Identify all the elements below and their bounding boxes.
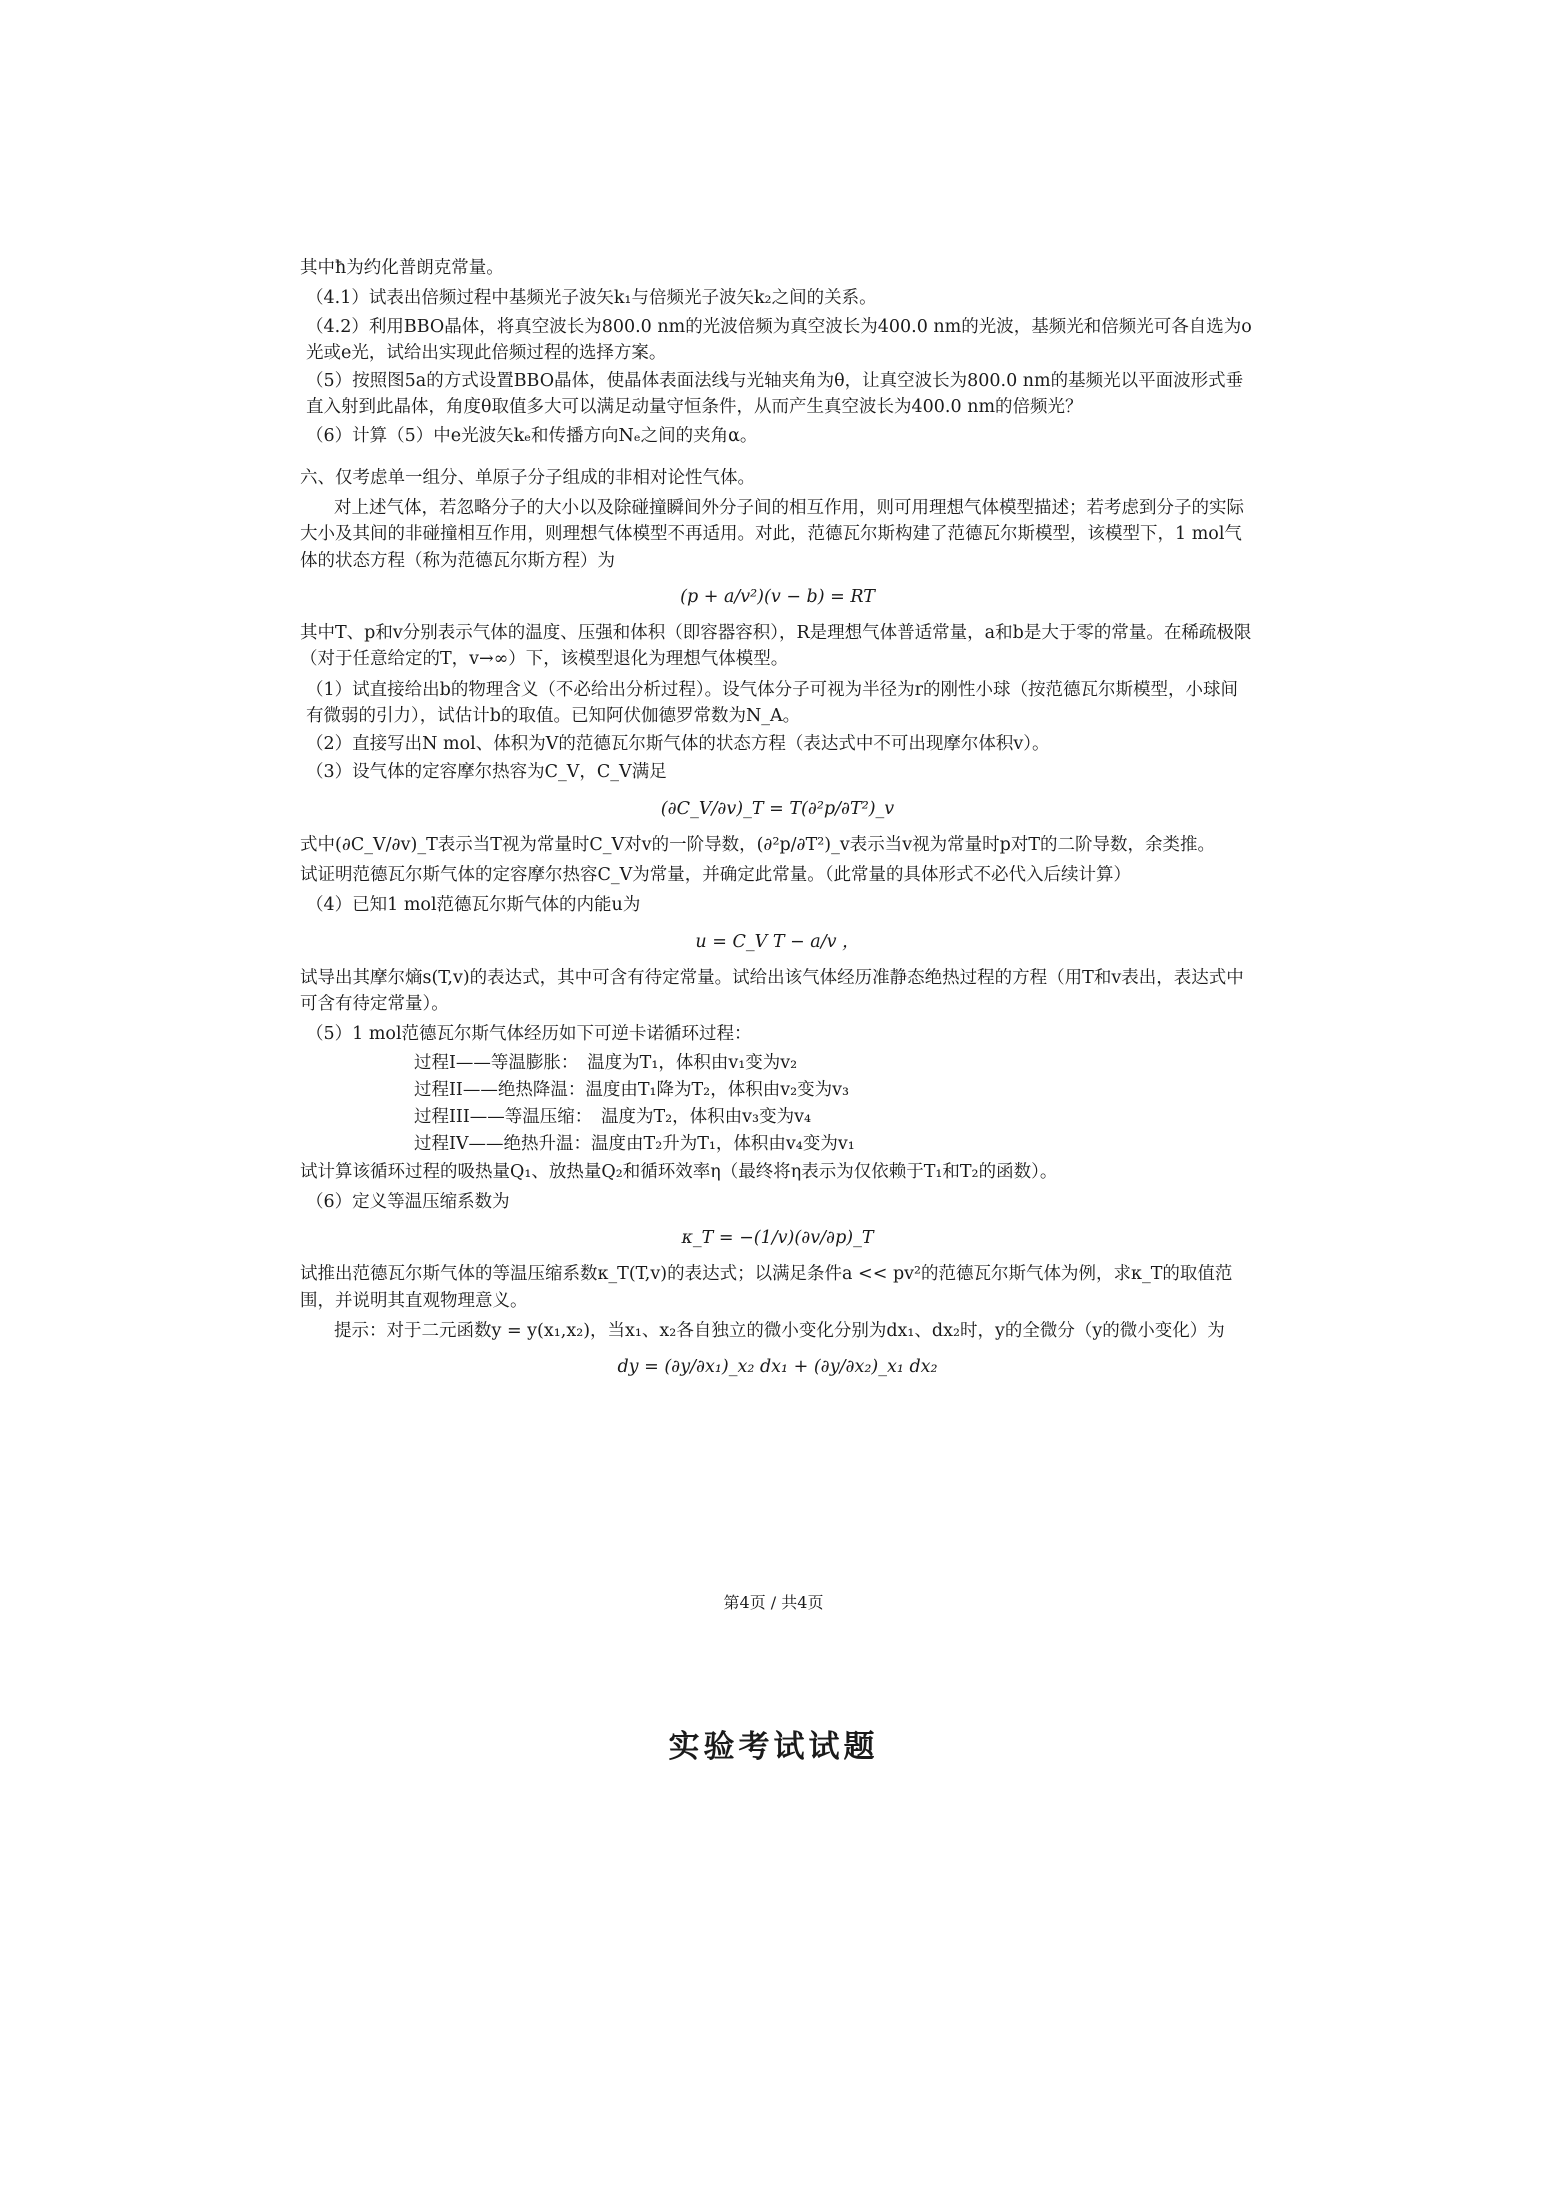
section-6-heading: 六、仅考虑单一组分、单原子分子组成的非相对论性气体。 [300, 467, 755, 488]
exam-page-body [300, 255, 1255, 1390]
equation-van-der-waals: (p + a/v²)(v − b) = RT [680, 586, 875, 607]
question-6-6-task: 试推出范德瓦尔斯气体的等温压缩系数κ_T(T,v)的表达式；以满足条件a << pv²的范德瓦尔斯气体为例，求κ_T的取值范围，并说明其直观物理意义。 [300, 1264, 1233, 1311]
question-6-3-note: 式中(∂C_V/∂v)_T表示当T视为常量时C_V对v的一阶导数，(∂²p/∂T²)_v表示当v视为常量时p对T的二阶导数，余类推。 [300, 834, 1216, 855]
question-6-5: （5）1 mol范德瓦尔斯气体经历如下可逆卡诺循环过程： [306, 1024, 752, 1045]
question-4-2: （4.2）利用BBO晶体，将真空波长为800.0 nm的光波倍频为真空波长为400.0 nm的光波，基频光和倍频光可各自选为o光或e光，试给出实现此倍频过程的选择方案。 [306, 316, 1252, 363]
question-6-2: （2）直接写出N mol、体积为V的范德瓦尔斯气体的状态方程（表达式中不可出现摩尔体积v）。 [306, 734, 1050, 754]
question-6-4: （4）已知1 mol范德瓦尔斯气体的内能u为 [306, 895, 641, 916]
next-section-title: 实验考试试题 [668, 1729, 879, 1765]
question-6-3: （3）设气体的定容摩尔热容为C_V，C_V满足 [306, 762, 667, 783]
carnot-step: 过程I——等温膨胀： 温度为T₁，体积由v₁变为v₂ [414, 1052, 798, 1073]
equation-compressibility: κ_T = −(1/v)(∂v/∂p)_T [681, 1228, 874, 1248]
page-footer: 第4页 / 共4页 [723, 1593, 824, 1612]
question-4-1: （4.1）试表出倍频过程中基频光子波矢k₁与倍频光子波矢k₂之间的关系。 [306, 288, 877, 309]
equation-total-differential: dy = (∂y/∂x₁)_x₂ dx₁ + (∂y/∂x₂)_x₁ dx₂ [617, 1357, 938, 1377]
carnot-step: 过程II——绝热降温：温度由T₁降为T₂，体积由v₂变为v₃ [414, 1079, 850, 1100]
carnot-step: 过程IV——绝热升温：温度由T₂升为T₁，体积由v₄变为v₁ [414, 1134, 855, 1155]
equation-internal-energy: u = C_V T − a/v ， [695, 931, 860, 952]
question-5: （5）按照图5a的方式设置BBO晶体，使晶体表面法线与光轴夹角为θ，让真空波长为800.0 nm的基频光以平面波形式垂直入射到此晶体，角度θ取值多大可以满足动量守恒条件，从而产生真空波长为400.0 nm的倍频光？ [306, 371, 1244, 418]
question-6-6: （6）定义等温压缩系数为 [306, 1191, 510, 1212]
text-line: 其中ħ为约化普朗克常量。 [300, 258, 504, 278]
equation-cv: (∂C_V/∂v)_T = T(∂²p/∂T²)_v [660, 798, 895, 819]
question-6-1: （1）试直接给出b的物理含义（不必给出分析过程）。设气体分子可视为半径为r的刚性小球（按范德瓦尔斯模型，小球间有微弱的引力），试估计b的取值。已知阿伏伽德罗常数为N_A。 [306, 679, 1238, 726]
section-6-explanation: 其中T、p和v分别表示气体的温度、压强和体积（即容器容积），R是理想气体普适常量，a和b是大于零的常量。在稀疏极限（对于任意给定的T，v→∞）下，该模型退化为理想气体模型。 [300, 623, 1252, 670]
carnot-step: 过程III——等温压缩： 温度为T₂，体积由v₃变为v₄ [414, 1107, 811, 1127]
hint: 提示：对于二元函数y = y(x₁,x₂)，当x₁、x₂各自独立的微小变化分别为dx₁、dx₂时，y的全微分（y的微小变化）为 [334, 1320, 1225, 1341]
question-6-3-prove: 试证明范德瓦尔斯气体的定容摩尔热容C_V为常量，并确定此常量。（此常量的具体形式不必代入后续计算） [300, 865, 1132, 885]
question-6: （6）计算（5）中e光波矢kₑ和传播方向Nₑ之间的夹角α。 [306, 425, 758, 446]
carnot-steps [414, 1050, 1255, 1158]
section-6-intro: 对上述气体，若忽略分子的大小以及除碰撞瞬间外分子间的相互作用，则可用理想气体模型描述；若考虑到分子的实际大小及其间的非碰撞相互作用，则理想气体模型不再适用。对此，范德瓦尔斯构建了范德瓦尔斯模型，该模型下，1 mol气体的状态方程（称为范德瓦尔斯方程）为 [300, 498, 1244, 571]
question-6-4-task: 试导出其摩尔熵s(T,v)的表达式，其中可含有待定常量。试给出该气体经历准静态绝热过程的方程（用T和v表出，表达式中可含有待定常量）。 [300, 967, 1244, 1014]
question-6-5-task: 试计算该循环过程的吸热量Q₁、放热量Q₂和循环效率η（最终将η表示为仅依赖于T₁和T₂的函数）。 [300, 1161, 1058, 1182]
